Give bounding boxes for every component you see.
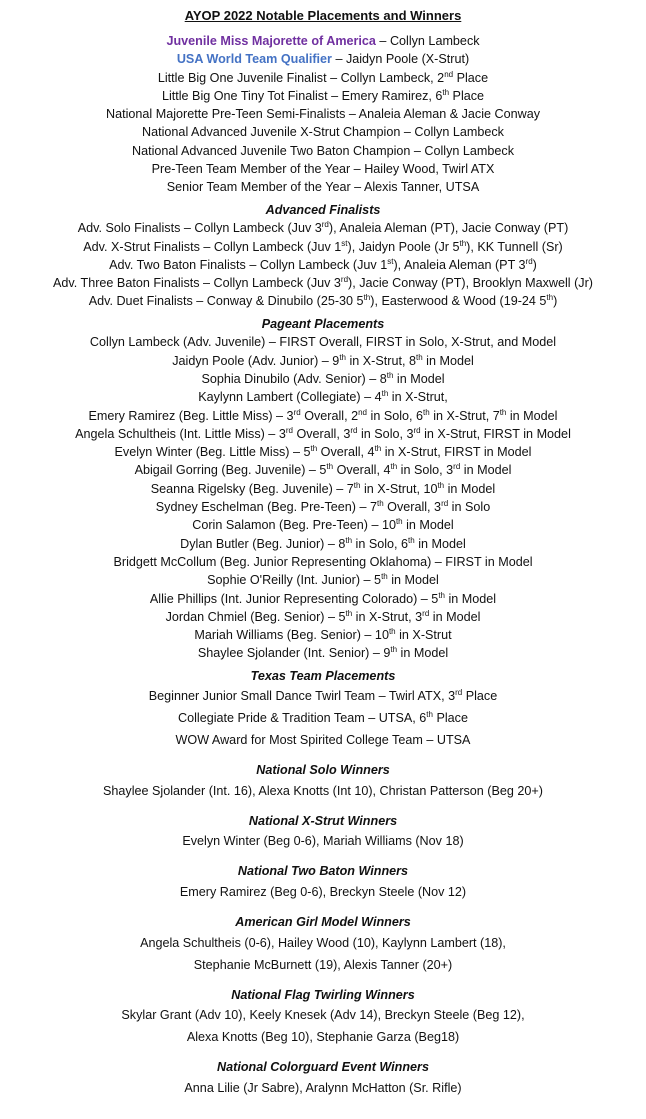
text-run: National Advanced Juvenile X-Strut Champion – Collyn Lambeck bbox=[142, 125, 504, 140]
ordinal-suffix: rd bbox=[525, 256, 533, 266]
ordinal-suffix: st bbox=[341, 238, 348, 248]
ordinal-suffix: th bbox=[386, 370, 394, 380]
ordinal-suffix: th bbox=[353, 480, 361, 490]
list-item bbox=[0, 256, 646, 274]
winners-sections bbox=[0, 761, 646, 1099]
list-item bbox=[0, 707, 646, 729]
text-run: in Solo bbox=[448, 500, 491, 515]
section-heading-texas: Texas Team Placements bbox=[250, 668, 396, 683]
text-run: in Model bbox=[393, 371, 445, 386]
text-run: in Model bbox=[444, 481, 496, 496]
ordinal-suffix: th bbox=[390, 645, 398, 655]
ordinal-suffix: th bbox=[345, 608, 353, 618]
ordinal-suffix: th bbox=[442, 87, 450, 97]
text-run: Sophia Dinubilo (Adv. Senior) – 8 bbox=[201, 371, 387, 386]
list-item bbox=[0, 292, 646, 310]
headline-line bbox=[0, 32, 646, 50]
ordinal-suffix: th bbox=[345, 535, 353, 545]
list-item: Skylar Grant (Adv 10), Keely Knesek (Adv 14), Breckyn Steele (Beg 12), bbox=[121, 1008, 525, 1023]
list-item bbox=[0, 105, 646, 123]
section-heading-winners: National X-Strut Winners bbox=[248, 813, 398, 828]
ordinal-suffix: rd bbox=[453, 462, 461, 472]
list-item bbox=[0, 219, 646, 237]
section-heading-winners: National Solo Winners bbox=[256, 763, 390, 778]
text-run: Collegiate Pride & Tradition Team – UTSA, 6 bbox=[178, 711, 427, 726]
text-run: in X-Strut, 3 bbox=[352, 609, 423, 624]
text-run: in X-Strut, FIRST in Model bbox=[381, 445, 532, 460]
headline-line bbox=[0, 50, 646, 68]
text-run: Overall, 3 bbox=[383, 500, 442, 515]
text-run: Place bbox=[462, 689, 498, 704]
headline-label: USA World Team Qualifier bbox=[176, 52, 332, 67]
list-item: Stephanie McBurnett (19), Alexis Tanner (20+) bbox=[193, 957, 453, 972]
text-run: National Advanced Juvenile Two Baton Champion – Collyn Lambeck bbox=[131, 143, 514, 158]
headline-text: – Jaidyn Poole (X-Strut) bbox=[331, 52, 470, 67]
text-run: ), Analeia Aleman (PT), Jacie Conway (PT) bbox=[328, 221, 569, 236]
list-item: Anna Lilie (Jr Sabre), Aralynn McHatton (Sr. Rifle) bbox=[184, 1080, 462, 1095]
ordinal-suffix: th bbox=[388, 626, 396, 636]
ordinal-suffix: rd bbox=[413, 425, 421, 435]
text-run: Adv. Two Baton Finalists – Collyn Lambeck (Juv 1 bbox=[109, 257, 388, 272]
section-heading-advanced: Advanced Finalists bbox=[265, 202, 381, 217]
text-run: Sophie O'Reilly (Int. Junior) – 5 bbox=[207, 573, 382, 588]
ordinal-suffix: th bbox=[546, 293, 554, 303]
text-run: in Model bbox=[397, 646, 449, 661]
ordinal-suffix: th bbox=[395, 517, 403, 527]
list-item bbox=[0, 480, 646, 498]
list-item bbox=[0, 87, 646, 105]
text-run: Adv. X-Strut Finalists – Collyn Lambeck (Juv 1 bbox=[83, 239, 342, 254]
ordinal-suffix: th bbox=[459, 238, 467, 248]
ordinal-suffix: th bbox=[415, 352, 423, 362]
text-run: Overall, 2 bbox=[300, 408, 359, 423]
text-run: Overall, 4 bbox=[333, 463, 391, 478]
ordinal-suffix: rd bbox=[441, 498, 449, 508]
text-run: WOW Award for Most Spirited College Team – UTSA bbox=[175, 733, 471, 748]
list-item bbox=[0, 123, 646, 141]
text-run: Allie Phillips (Int. Junior Representing Colorado) – 5 bbox=[149, 591, 439, 606]
ordinal-suffix: th bbox=[499, 407, 507, 417]
ordinal-suffix: rd bbox=[422, 608, 430, 618]
ordinal-suffix: rd bbox=[455, 688, 463, 698]
list-item bbox=[0, 443, 646, 461]
text-run: Adv. Duet Finalists – Conway & Dinubilo (25-30 5 bbox=[88, 294, 364, 309]
text-run: in X-Strut, 7 bbox=[429, 408, 500, 423]
list-item bbox=[0, 178, 646, 196]
section-heading-winners: National Two Baton Winners bbox=[237, 864, 409, 879]
text-run: Evelyn Winter (Beg. Little Miss) – 5 bbox=[114, 445, 311, 460]
ordinal-suffix: th bbox=[381, 572, 388, 582]
list-item bbox=[0, 407, 646, 425]
text-run: Jaidyn Poole (Adv. Junior) – 9 bbox=[172, 353, 340, 368]
advanced-list bbox=[0, 219, 646, 310]
headline-text: – Collyn Lambeck bbox=[375, 34, 480, 48]
list-item bbox=[0, 608, 646, 626]
text-run: in X-Strut, FIRST in Model bbox=[420, 426, 571, 441]
list-item bbox=[0, 352, 646, 370]
text-run: Bridgett McCollum (Beg. Junior Representing Oklahoma) – FIRST in Model bbox=[113, 554, 533, 569]
text-run: Beginner Junior Small Dance Twirl Team – Twirl ATX, 3 bbox=[148, 689, 456, 704]
text-run: Shaylee Sjolander (Int. Senior) – 9 bbox=[197, 646, 391, 661]
list-item bbox=[0, 535, 646, 553]
text-run: in Solo, 6 bbox=[352, 536, 409, 551]
notable-list bbox=[0, 69, 646, 197]
text-run: in Model bbox=[414, 536, 466, 551]
ordinal-suffix: nd bbox=[358, 407, 368, 417]
ordinal-suffix: rd bbox=[285, 425, 293, 435]
ordinal-suffix: rd bbox=[350, 425, 358, 435]
texas-list bbox=[0, 685, 646, 751]
document-title: AYOP 2022 Notable Placements and Winners bbox=[184, 8, 462, 23]
text-run: in Model bbox=[387, 573, 439, 588]
ordinal-suffix: th bbox=[363, 293, 371, 303]
list-item bbox=[0, 553, 646, 571]
text-run: Emery Ramirez (Beg. Little Miss) – 3 bbox=[88, 408, 294, 423]
text-run: Adv. Three Baton Finalists – Collyn Lambeck (Juv 3 bbox=[53, 276, 341, 291]
list-item bbox=[0, 590, 646, 608]
ordinal-suffix: th bbox=[390, 462, 398, 472]
text-run: ), Analeia Aleman (PT 3 bbox=[393, 257, 526, 272]
ordinal-suffix: th bbox=[438, 590, 445, 600]
ordinal-suffix: th bbox=[326, 462, 334, 472]
list-item bbox=[0, 685, 646, 707]
ordinal-suffix: rd bbox=[340, 274, 349, 284]
text-run: Place bbox=[453, 70, 489, 85]
list-item bbox=[0, 425, 646, 443]
text-run: Pre-Teen Team Member of the Year – Hailey Wood, Twirl ATX bbox=[151, 162, 495, 177]
text-run: Kaylynn Lambert (Collegiate) – 4 bbox=[198, 390, 382, 405]
list-item bbox=[0, 729, 646, 751]
text-run: ), Jaidyn Poole (Jr 5 bbox=[347, 239, 460, 254]
ordinal-suffix: th bbox=[437, 480, 445, 490]
list-item bbox=[0, 498, 646, 516]
text-run: Place bbox=[432, 711, 468, 726]
text-run: in Model bbox=[444, 591, 497, 606]
text-run: in X-Strut, 10 bbox=[360, 481, 438, 496]
text-run: Jordan Chmiel (Beg. Senior) – 5 bbox=[165, 609, 346, 624]
section-heading-winners: National Colorguard Event Winners bbox=[217, 1060, 429, 1075]
list-item bbox=[0, 274, 646, 292]
text-run: in Solo, 3 bbox=[397, 463, 454, 478]
text-run: Place bbox=[449, 88, 485, 103]
text-run: ), Jacie Conway (PT), Brooklyn Maxwell (Jr) bbox=[348, 276, 593, 291]
text-run: ), Easterwood & Wood (19-24 5 bbox=[370, 294, 547, 309]
text-run: in X-Strut, bbox=[388, 390, 448, 405]
section-heading-winners: American Girl Model Winners bbox=[235, 915, 411, 930]
list-item bbox=[0, 238, 646, 256]
ordinal-suffix: th bbox=[374, 443, 382, 453]
text-run: in Model bbox=[402, 518, 454, 533]
text-run: National Majorette Pre-Teen Semi-Finalists – Analeia Aleman & Jacie Conway bbox=[106, 107, 540, 122]
list-item bbox=[0, 388, 646, 406]
list-item bbox=[0, 516, 646, 534]
ordinal-suffix: th bbox=[381, 389, 389, 399]
list-item bbox=[0, 333, 646, 351]
section-heading-winners: National Flag Twirling Winners bbox=[231, 987, 415, 1002]
headline-label: Juvenile Miss Majorette of America bbox=[166, 34, 376, 48]
text-run: Collyn Lambeck (Adv. Juvenile) – FIRST Overall, FIRST in Solo, X-Strut, and Model bbox=[89, 335, 557, 350]
text-run: Senior Team Member of the Year – Alexis Tanner, UTSA bbox=[166, 180, 480, 195]
text-run: in X-Strut, 8 bbox=[345, 353, 416, 368]
text-run: ) bbox=[553, 294, 558, 309]
ordinal-suffix: st bbox=[387, 256, 394, 266]
ordinal-suffix: rd bbox=[293, 407, 301, 417]
list-item bbox=[0, 644, 646, 662]
text-run: Overall, 3 bbox=[292, 426, 351, 441]
text-run: Adv. Solo Finalists – Collyn Lambeck (Juv 3 bbox=[77, 221, 322, 236]
text-run: Abigail Gorring (Beg. Juvenile) – 5 bbox=[134, 463, 327, 478]
ordinal-suffix: th bbox=[376, 498, 384, 508]
ordinal-suffix: th bbox=[339, 352, 346, 362]
text-run: Corin Salamon (Beg. Pre-Teen) – 10 bbox=[192, 518, 396, 533]
list-item: Alexa Knotts (Beg 10), Stephanie Garza (Beg18) bbox=[186, 1030, 460, 1045]
text-run: in Solo, 3 bbox=[357, 426, 414, 441]
list-item bbox=[0, 571, 646, 589]
text-run: in Model bbox=[506, 408, 558, 423]
text-run: in Model bbox=[422, 353, 474, 368]
list-item: Evelyn Winter (Beg 0-6), Mariah Williams (Nov 18) bbox=[182, 834, 464, 849]
section-heading-pageant: Pageant Placements bbox=[261, 316, 385, 331]
list-item bbox=[0, 626, 646, 644]
text-run: Seanna Rigelsky (Beg. Juvenile) – 7 bbox=[150, 481, 354, 496]
list-item: Shaylee Sjolander (Int. 16), Alexa Knotts (Int 10), Christan Patterson (Beg 20+) bbox=[103, 783, 543, 798]
text-run: Overall, 4 bbox=[317, 445, 375, 460]
text-run: in Model bbox=[460, 463, 512, 478]
list-item bbox=[0, 370, 646, 388]
list-item bbox=[0, 142, 646, 160]
ordinal-suffix: rd bbox=[321, 220, 329, 230]
text-run: ) bbox=[532, 257, 537, 272]
list-item bbox=[0, 160, 646, 178]
text-run: Sydney Eschelman (Beg. Pre-Teen) – 7 bbox=[155, 500, 377, 515]
list-item bbox=[0, 69, 646, 87]
ordinal-suffix: th bbox=[408, 535, 415, 545]
text-run: in X-Strut bbox=[395, 628, 452, 643]
ordinal-suffix: th bbox=[426, 710, 433, 720]
list-item bbox=[0, 461, 646, 479]
text-run: Angela Schultheis (Int. Little Miss) – 3 bbox=[75, 426, 286, 441]
ordinal-suffix: nd bbox=[444, 69, 454, 79]
text-run: Mariah Williams (Beg. Senior) – 10 bbox=[194, 628, 389, 643]
text-run: in Model bbox=[429, 609, 481, 624]
ordinal-suffix: th bbox=[310, 443, 318, 453]
pageant-list bbox=[0, 333, 646, 662]
text-run: ), KK Tunnell (Sr) bbox=[466, 239, 563, 254]
text-run: Little Big One Tiny Tot Finalist – Emery Ramirez, 6 bbox=[161, 88, 443, 103]
text-run: Little Big One Juvenile Finalist – Collyn Lambeck, 2 bbox=[157, 70, 445, 85]
list-item: Emery Ramirez (Beg 0-6), Breckyn Steele (Nov 12) bbox=[179, 885, 467, 900]
ordinal-suffix: th bbox=[423, 407, 430, 417]
text-run: in Solo, 6 bbox=[367, 408, 424, 423]
text-run: Dylan Butler (Beg. Junior) – 8 bbox=[180, 536, 346, 551]
list-item: Angela Schultheis (0-6), Hailey Wood (10), Kaylynn Lambert (18), bbox=[140, 935, 506, 950]
